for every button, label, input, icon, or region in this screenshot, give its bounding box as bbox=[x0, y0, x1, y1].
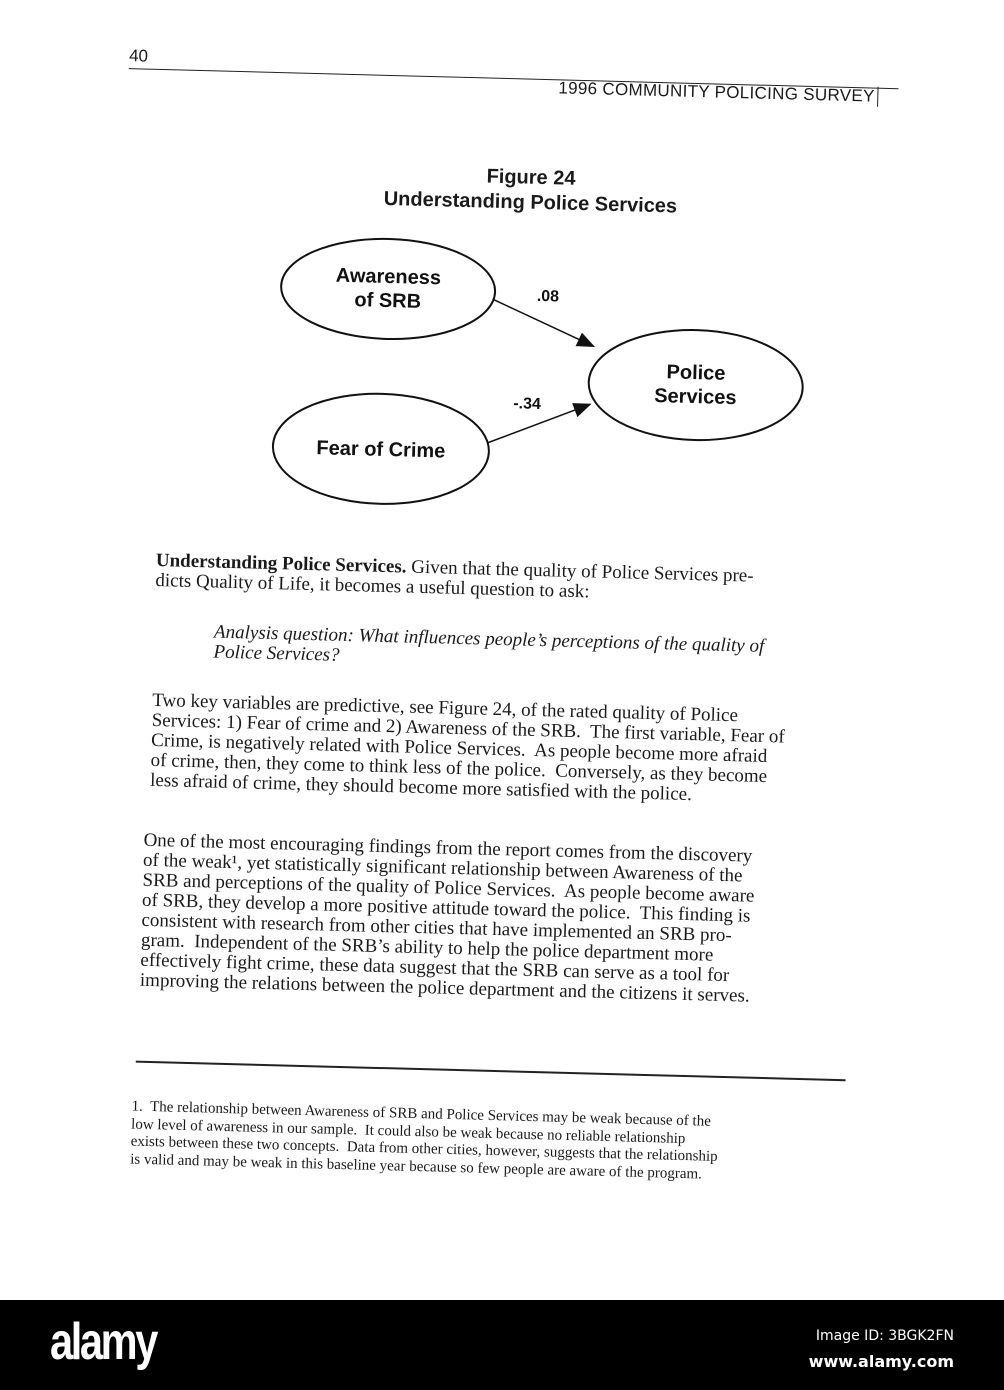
edge-label-awareness: .08 bbox=[536, 287, 560, 306]
footnote: 1. The relationship between Awareness of SRB and Police Services may be weak because of the low level of awareness in our sample. It could also be weak because no reliable relationship exists between these two concepts. Data from other cities, however, suggests that the relationship is valid and may be weak in this baseline year because so few people are aware of the program. bbox=[130, 1098, 718, 1182]
watermark-banner bbox=[0, 1300, 1004, 1390]
node-awareness bbox=[280, 236, 497, 342]
watermark-url: www.alamy.com bbox=[808, 1352, 954, 1371]
arrow-awareness-to-police bbox=[493, 300, 595, 347]
analysis-question: Analysis question: What influences people’s perceptions of the quality of Police Services? bbox=[213, 621, 765, 666]
svg-text:Fear of Crime: Fear of Crime bbox=[316, 437, 446, 463]
paragraph-findings: One of the most encouraging findings from the report comes from the discovery of the weak¹, yet statistically significant relationship between Awareness of the SRB and perceptions of the quality of Police Services. As people become aware of SRB, they develop a more positive attitude toward the police. This finding is consistent with research from other cities that have implemented an SRB pro- gram. Independent of the SRB’s ability to help the police department more effectively fight crime, these data suggest that the SRB can serve as a tool for improving the relations between the police department and the citizens it serves. bbox=[139, 829, 755, 1007]
edge-label-fear: -.34 bbox=[513, 395, 542, 414]
svg-text:Awareness: Awareness bbox=[335, 264, 442, 290]
svg-text:Police: Police bbox=[666, 361, 726, 385]
node-police-services bbox=[587, 327, 804, 443]
figure-number: Figure 24 bbox=[486, 165, 576, 190]
alamy-logo: alamy bbox=[50, 1313, 156, 1371]
path-diagram bbox=[1, 0, 1004, 573]
figure-title: Understanding Police Services bbox=[383, 187, 678, 218]
page-number: 40 bbox=[128, 46, 149, 66]
paragraph-intro: Understanding Police Services. Given that the quality of Police Services pre- dicts Quality of Life, it becomes a useful question to ask: bbox=[155, 549, 754, 603]
paragraph-key-variables: Two key variables are predictive, see Figure 24, of the rated quality of Police Services: 1) Fear of crime and 2) Awareness of the SRB. The first variable, Fear of Crime, is negatively related with Police Services. As people become more afraid of crime, then, they come to think less of the police. Conversely, as they become less afraid of crime, they should become more satisfied with the police. bbox=[149, 689, 785, 806]
footnote-rule bbox=[136, 1061, 846, 1082]
section-heading: Understanding Police Services. bbox=[155, 549, 407, 578]
svg-text:of SRB: of SRB bbox=[354, 289, 422, 313]
svg-text:Services: Services bbox=[653, 384, 737, 410]
node-fear-of-crime bbox=[272, 391, 491, 507]
image-id: Image ID: 3BGK2FN bbox=[815, 1328, 954, 1344]
running-title: 1996 COMMUNITY POLICING SURVEY bbox=[558, 78, 879, 106]
